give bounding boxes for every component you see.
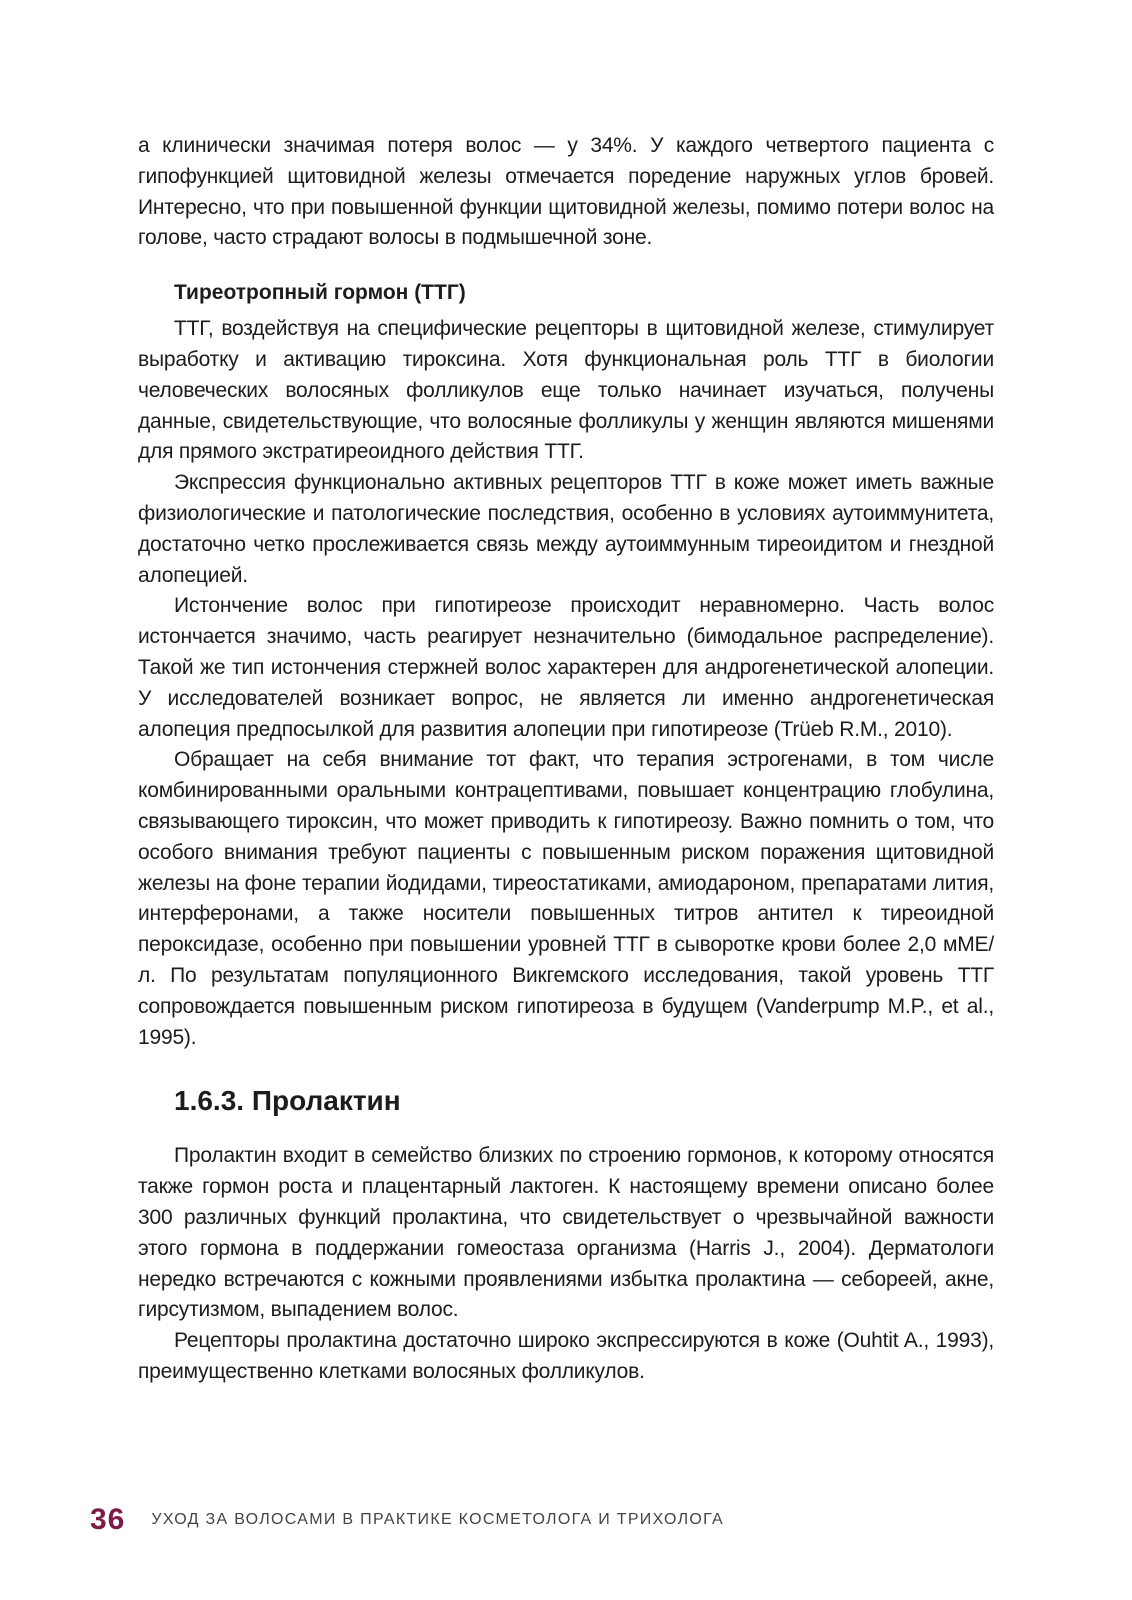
section-heading-prolactin: 1.6.3. Пролактин [174, 1085, 401, 1117]
paragraph-ttg-4: Обращает на себя внимание тот факт, что терапия эстрогенами, в том числе комбинированными оральными контрацептивами, повышает концентрацию глобулина, связывающего тироксин, что может приводить к гипотиреозу. Важно помнить о том, что особого внимания требуют пациенты с повышенным риском поражения щитовидной железы на фоне терапии йодидами, тиреостатиками, амиодароном, препаратами лития, интерферонами, а также носители повышенных титров антител к тиреоидной пероксидазе, особенно при повышении уровней ТТГ в сыворотке крови более 2,0 мМЕ/л. По результатам популяционного Викгемского исследования, такой уровень ТТГ сопровождается повышенным риском гипотиреоза в будущем (Vanderpump M.P., et al., 1995). [138, 748, 994, 1049]
paragraph-ttg-2: Экспрессия функционально активных рецепторов ТТГ в коже может иметь важные физиологические и патологические последствия, особенно в условиях аутоиммунитета, достаточно четко прослеживается связь между аутоиммунным тиреоидитом и гнездной алопецией. [138, 471, 994, 587]
subheading-ttg: Тиреотропный гормон (ТТГ) [174, 281, 466, 305]
paragraph-intro: а клинически значимая потеря волос — у 34%. У каждого четвертого пациента с гипофункцией щитовидной железы отмечается поредение наружных углов бровей. Интересно, что при повышенной функции щитовидной железы, помимо потери волос на голове, часто страдают волосы в подмышечной зоне. [138, 134, 994, 250]
paragraph-ttg-3: Истончение волос при гипотиреозе происходит неравномерно. Часть волос истончается значимо, часть реагирует незначительно (бимодальное распределение). Такой же тип истончения стержней волос характерен для андрогенетической алопеции. У исследователей возникает вопрос, не является ли именно андрогенетическая алопеция предпосылкой для развития алопеции при гипотиреозе (Trüeb R.M., 2010). [138, 594, 994, 741]
page-footer [90, 1500, 724, 1540]
page-content [138, 131, 994, 1388]
running-title: УХОД ЗА ВОЛОСАМИ В ПРАКТИКЕ КОСМЕТОЛОГА И ТРИХОЛОГА [151, 1511, 725, 1528]
paragraph-ttg-1: ТТГ, воздействуя на специфические рецепторы в щитовидной железе, стимулирует выработку и активацию тироксина. Хотя функциональная роль ТТГ в биологии человеческих волосяных фолликулов еще только начинает изучаться, получены данные, свидетельствующие, что волосяные фолликулы у женщин являются мишенями для прямого экстратиреоидного действия ТТГ. [138, 317, 994, 464]
page-number: 36 [90, 1503, 126, 1536]
paragraph-prolactin-1: Пролактин входит в семейство близких по строению гормонов, к которому относятся также гормон роста и плацентарный лактоген. К настоящему времени описано более 300 различных функций пролактина, что свидетельствует о чрезвычайной важности этого гормона в поддержании гомеостаза организма (Harris J., 2004). Дерматологи нередко встречаются с кожными проявлениями избытка пролактина — себореей, акне, гирсутизмом, выпадением волос. [138, 1144, 994, 1322]
paragraph-prolactin-2: Рецепторы пролактина достаточно широко экспрессируются в коже (Ouhtit A., 1993), преимущественно клетками волосяных фолликулов. [138, 1329, 994, 1383]
